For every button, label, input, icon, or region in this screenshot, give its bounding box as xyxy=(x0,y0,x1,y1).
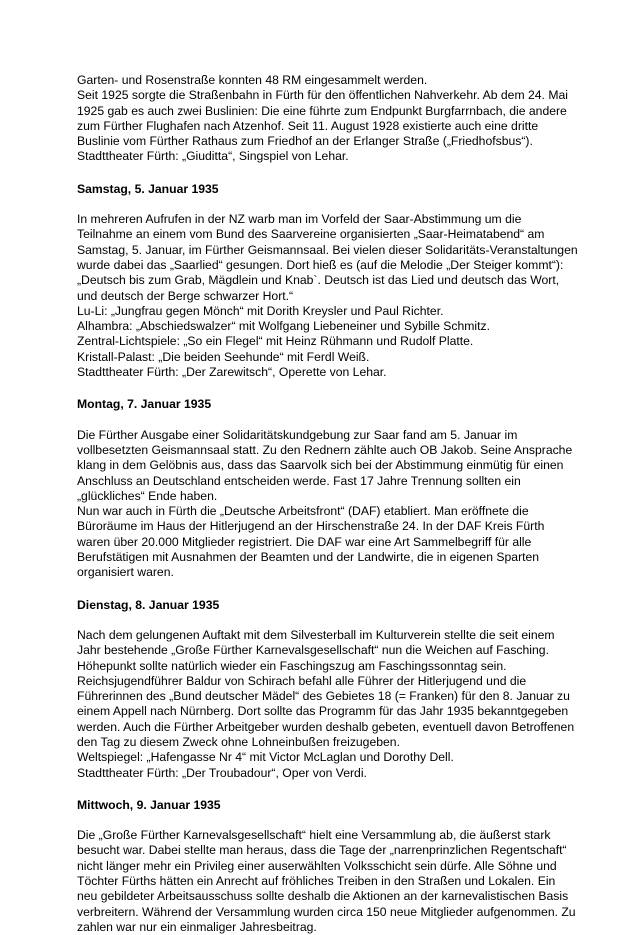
text-line: 1925 gab es auch zwei Buslinien: Die eine führte zum Endpunkt Burgfarrnbach, die andere xyxy=(77,103,567,118)
text-line: Garten- und Rosenstraße konnten 48 RM eingesammelt werden. xyxy=(77,73,428,87)
text-line: Büroräume im Haus der Hitlerjugend an der Hirschenstraße 24. In der DAF Kreis Fürth xyxy=(77,519,545,534)
text-line: Töchter Fürths hätten ein Anrecht auf fröhliches Treiben in den Straßen und Lokalen. Ein xyxy=(77,874,556,889)
text-line: zahlen war nur ein einmaliger Jahresbeitrag. xyxy=(77,919,317,934)
diary-entry-saturday-jan-5 xyxy=(77,182,577,381)
text-line: organisiert waren. xyxy=(77,565,174,580)
text-line: besucht war. Dabei stellte man heraus, dass die Tage der „narrenprinzlichen Regentschaft“ xyxy=(77,843,567,858)
intro-paragraph xyxy=(77,73,577,165)
text-line: Berufstätigen mit Ausnahmen der Beamten und der Landwirte, die in eigenen Sparten xyxy=(77,550,540,565)
text-line: Seit 1925 sorgte die Straßenbahn in Fürth für den öffentlichen Nahverkehr. Ab dem 24. Mai xyxy=(77,88,568,103)
text-line: nicht länger mehr ein Privileg einer auserwählten Volksschicht sein dürfe. Alle Söhne und xyxy=(77,858,557,873)
text-line: wurde dabei das „Saarlied“ gesungen. Dort hieß es (auf die Melodie „Der Steiger kommt“): xyxy=(77,257,564,272)
text-line: Weltspiegel: „Hafengasse Nr 4“ mit Victor McLaglan und Dorothy Dell. xyxy=(77,750,454,765)
text-line: Stadttheater Fürth: „Der Zarewitsch“, Operette von Lehar. xyxy=(77,365,387,380)
text-line: neu gebildeter Arbeitsausschuss sollte deshalb die Aktionen an der karnevalistischen Basis xyxy=(77,889,569,904)
diary-entry-monday-jan-7 xyxy=(77,397,577,580)
text-line: klang in dem Gelöbnis aus, dass das Saarvolk sich bei der Abstimmung einmütig für einen xyxy=(77,458,564,473)
entry-date-heading: Montag, 7. Januar 1935 xyxy=(77,397,212,412)
entry-date-heading: Samstag, 5. Januar 1935 xyxy=(77,181,219,196)
text-line: vollbesetzten Geismannsaal statt. Zu den Rednern zählte auch OB Jakob. Seine Ansprache xyxy=(77,442,573,457)
text-line: „Deutsch bis zum Grab, Mägdlein und Knab`. Deutsch ist das Lied und deutsch das Wort, xyxy=(77,273,560,288)
text-line: Reichsjugendführer Baldur von Schirach befahl alle Führer der Hitlerjugend und die xyxy=(77,673,527,688)
text-line: Buslinie vom Fürther Rathaus zum Friedhof an der Erlanger Straße („Friedhofsbus“). xyxy=(77,134,533,149)
text-line: verbreitern. Während der Versammlung wurden circa 150 neue Mitglieder aufgenommen. Zu xyxy=(77,904,576,919)
text-line: den Tag zu diesem Zweck ohne Lohneinbußen freizugeben. xyxy=(77,734,400,749)
text-line: Stadttheater Fürth: „Giuditta“, Singspiel von Lehar. xyxy=(77,149,349,164)
text-line: Die „Große Fürther Karnevalsgesellschaft“ hielt eine Versammlung ab, die äußerst stark xyxy=(77,828,551,843)
text-line: Die Fürther Ausgabe einer Solidaritätskundgebung zur Saar fand am 5. Januar im xyxy=(77,427,518,442)
entry-date-heading: Dienstag, 8. Januar 1935 xyxy=(77,597,220,612)
text-line: zum Fürther Flughafen nach Atzenhof. Seit 11. August 1928 existierte auch eine dritte xyxy=(77,118,539,133)
text-line: In mehreren Aufrufen in der NZ warb man im Vorfeld der Saar-Abstimmung um die xyxy=(77,212,522,227)
diary-entry-wednesday-jan-9 xyxy=(77,798,577,935)
text-line: Kristall-Palast: „Die beiden Seehunde“ mit Ferdl Weiß. xyxy=(77,349,370,364)
text-line: Jahr bestehende „Große Fürther Karnevalsgesellschaft“ nun die Weichen auf Fasching. xyxy=(77,643,549,658)
text-line: einem Appell nach Nürnberg. Dort sollte das Programm für das Jahr 1935 bekanntgegeben xyxy=(77,704,569,719)
text-line: Samstag, 5. Januar, im Fürther Geismannsaal. Bei vielen dieser Solidaritäts-Veranstaltungen xyxy=(77,242,578,257)
text-line: Alhambra: „Abschiedswalzer“ mit Wolfgang Liebeneiner und Sybille Schmitz. xyxy=(77,319,490,334)
diary-entry-tuesday-jan-8 xyxy=(77,598,577,781)
text-line: Nun war auch in Fürth die „Deutsche Arbeitsfront“ (DAF) etabliert. Man eröffnete die xyxy=(77,504,529,519)
text-line: Nach dem gelungenen Auftakt mit dem Silvesterball im Kulturverein stellte die seit einem xyxy=(77,627,555,642)
text-line: Höhepunkt sollte natürlich wieder ein Faschingszug am Faschingssonntag sein. xyxy=(77,658,507,673)
text-line: Lu-Li: „Jungfrau gegen Mönch“ mit Dorith Kreysler und Paul Richter. xyxy=(77,303,444,318)
text-line: Führerinnen des „Bund deutscher Mädel“ des Gebietes 18 (= Franken) für den 8. Januar zu xyxy=(77,689,570,704)
text-line: Anschluss an Deutschland entscheiden werde. Fast 17 Jahre Trennung sollten ein xyxy=(77,473,521,488)
text-line: Stadttheater Fürth: „Der Troubadour“, Oper von Verdi. xyxy=(77,765,367,780)
text-line: und deutsch der Berge schwarzer Hort.“ xyxy=(77,288,294,303)
text-line: Teilnahme an einem vom Bund des Saarvereine organisierten „Saar-Heimatabend“ am xyxy=(77,227,545,242)
text-line: „glückliches“ Ende haben. xyxy=(77,488,218,503)
entry-date-heading: Mittwoch, 9. Januar 1935 xyxy=(77,797,221,812)
text-line: werden. Auch die Fürther Arbeitgeber wurden deshalb gebeten, eventuell davon Betroffenen xyxy=(77,719,575,734)
text-line: waren über 20.000 Mitglieder registriert. Die DAF war eine Art Sammelbegriff für alle xyxy=(77,534,532,549)
document-page xyxy=(77,73,577,935)
text-line: Zentral-Lichtspiele: „So ein Flegel“ mit Heinz Rühmann und Rudolf Platte. xyxy=(77,334,474,349)
